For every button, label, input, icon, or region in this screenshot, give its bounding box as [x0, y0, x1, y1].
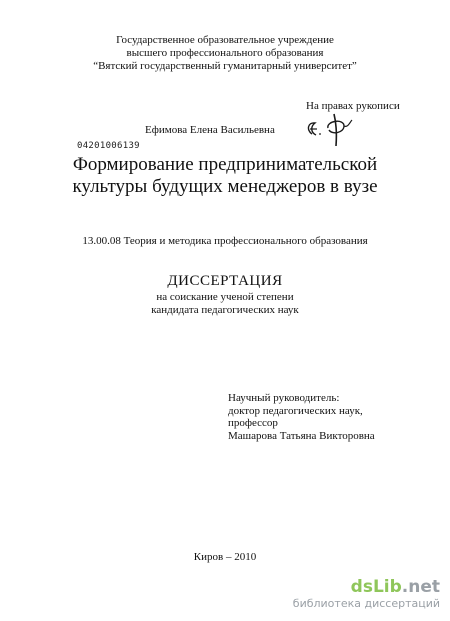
supervisor-label: Научный руководитель: — [228, 392, 340, 404]
supervisor-degree: доктор педагогических наук, — [228, 404, 363, 417]
supervisor-rank: профессор — [228, 417, 278, 429]
institution-line-3: “Вятский государственный гуманитарный университет” — [93, 60, 357, 72]
title-line-1: Формирование предпринимательской — [72, 154, 378, 175]
document-type: ДИССЕРТАЦИЯ — [167, 273, 283, 289]
specialty-code: 13.00.08 Теория и методика профессионального образования — [82, 235, 368, 247]
degree-note — [0, 291, 450, 317]
supervisor-name: Машарова Татьяна Викторовна — [228, 429, 375, 442]
degree-line-1: на соискание ученой степени — [156, 291, 294, 303]
watermark-subtitle: библиотека диссертаций — [292, 597, 440, 610]
degree-line-2: кандидата педагогических наук — [151, 304, 299, 316]
dissertation-title — [0, 154, 450, 198]
catalog-number: 04201006139 — [77, 141, 140, 151]
handwritten-signature-icon — [298, 108, 368, 150]
city-year: Киров – 2010 — [193, 551, 257, 563]
supervisor-block — [228, 392, 375, 442]
institution-line-1: Государственное образовательное учреждение — [116, 34, 334, 46]
watermark[interactable] — [293, 578, 440, 610]
watermark-brand — [293, 578, 440, 597]
institution-header — [0, 34, 450, 73]
author-name: Ефимова Елена Васильевна — [145, 124, 275, 136]
rights-note: На правах рукописи — [306, 100, 400, 112]
institution-line-2: высшего профессионального образования — [126, 47, 324, 59]
title-line-2: культуры будущих менеджеров в вузе — [72, 176, 378, 197]
watermark-brand-part2: .net — [401, 577, 440, 597]
watermark-brand-part1: dsLib — [350, 577, 402, 597]
